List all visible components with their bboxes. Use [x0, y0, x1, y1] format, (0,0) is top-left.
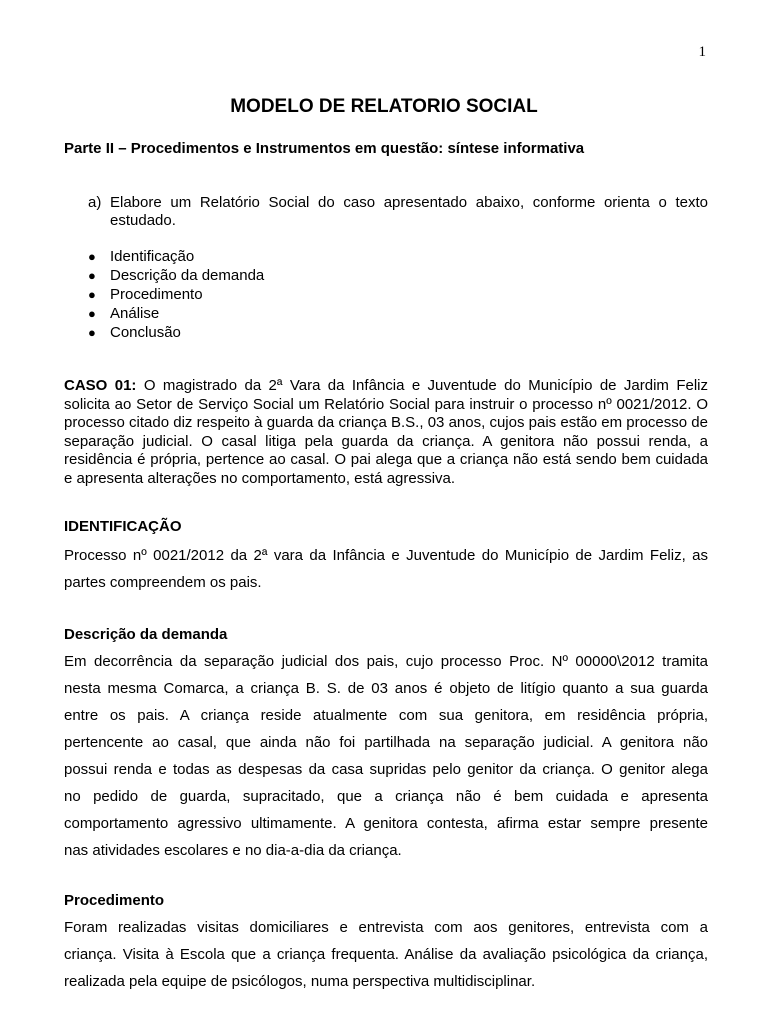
bullet-label: Identificação [110, 248, 195, 265]
descricao-heading: Descrição da demanda [64, 626, 228, 643]
case-label: CASO 01: [64, 377, 137, 394]
paragraph-line: partes compreendem os pais. [64, 574, 262, 591]
paragraph-line: possui renda e todas as despesas da casa supridas pelo genitor da criança. O genitor alega [64, 761, 708, 778]
bullet-item [88, 247, 264, 266]
paragraph-line: Em decorrência da separação judicial dos pais, cujo processo Proc. Nº 00000\2012 tramita [64, 653, 708, 670]
bullet-icon: ● [88, 325, 96, 340]
instruction-item-a [88, 194, 708, 230]
paragraph-line: pertencente ao casal, que ainda não foi partilhada na separação judicial. A genitora não [64, 734, 708, 751]
bullet-label: Análise [110, 305, 160, 322]
bullet-item [88, 266, 264, 285]
paragraph-line: realizada pela equipe de psicólogos, numa perspectiva multidisciplinar. [64, 973, 536, 990]
bullet-icon: ● [88, 268, 96, 283]
bullet-item [88, 323, 264, 342]
paragraph-line: comportamento agressivo ultimamente. A genitora contesta, afirma estar sempre presente [64, 815, 708, 832]
bullet-item [88, 304, 264, 323]
document-title: MODELO DE RELATORIO SOCIAL [230, 96, 538, 117]
paragraph-line: criança. Visita à Escola que a criança frequenta. Análise da avaliação psicológica da criança, [64, 946, 708, 963]
paragraph-line: Foram realizadas visitas domiciliares e entrevista com aos genitores, entrevista com a [64, 919, 708, 936]
item-a-marker: a) [88, 194, 102, 211]
paragraph-line: entre os pais. A criança reside atualmente com sua genitora, em residência própria, [64, 707, 708, 724]
bullet-label: Conclusão [110, 324, 181, 341]
item-a-text: Elabore um Relatório Social do caso apresentado abaixo, conforme orienta o texto estudado. [110, 194, 708, 229]
bullet-icon: ● [88, 249, 96, 264]
bullet-label: Procedimento [110, 286, 203, 303]
identificacao-paragraph [64, 542, 708, 596]
paragraph-line: Processo nº 0021/2012 da 2ª vara da Infância e Juventude do Município de Jardim Feliz, as [64, 547, 708, 564]
section-bullet-list [88, 247, 264, 342]
identificacao-heading: IDENTIFICAÇÃO [64, 518, 182, 535]
page-number: 1 [698, 44, 706, 60]
case-text: O magistrado da 2ª Vara da Infância e Juventude do Município de Jardim Feliz solicita ao Setor de Serviço Social um Relatório Social para instruir o processo nº 0021/2012. O processo citado diz respeito à guarda da criança B.S., 03 anos, cujos pais estão em processo de separação judicial. O casal litiga pela guarda da criança. A genitora não possui renda, a residência é própria, pertence ao casal. O pai alega que a criança não está sendo bem cuidada e apresenta alterações no comportamento, está agressiva. [64, 377, 708, 487]
procedimento-heading: Procedimento [64, 892, 165, 909]
descricao-paragraph [64, 648, 708, 864]
paragraph-line: nesta mesma Comarca, a criança B. S. de 03 anos é objeto de litígio quanto a sua guarda [64, 680, 708, 697]
paragraph-line: nas atividades escolares e no dia-a-dia da criança. [64, 842, 402, 859]
case-paragraph [64, 377, 708, 489]
bullet-item [88, 285, 264, 304]
bullet-icon: ● [88, 306, 96, 321]
document-subtitle: Parte II – Procedimentos e Instrumentos em questão: síntese informativa [64, 140, 585, 157]
paragraph-line: no pedido de guarda, supracitado, que a criança não é bem cuidada e apresenta [64, 788, 708, 805]
bullet-label: Descrição da demanda [110, 267, 265, 284]
bullet-icon: ● [88, 287, 96, 302]
procedimento-paragraph [64, 914, 708, 995]
